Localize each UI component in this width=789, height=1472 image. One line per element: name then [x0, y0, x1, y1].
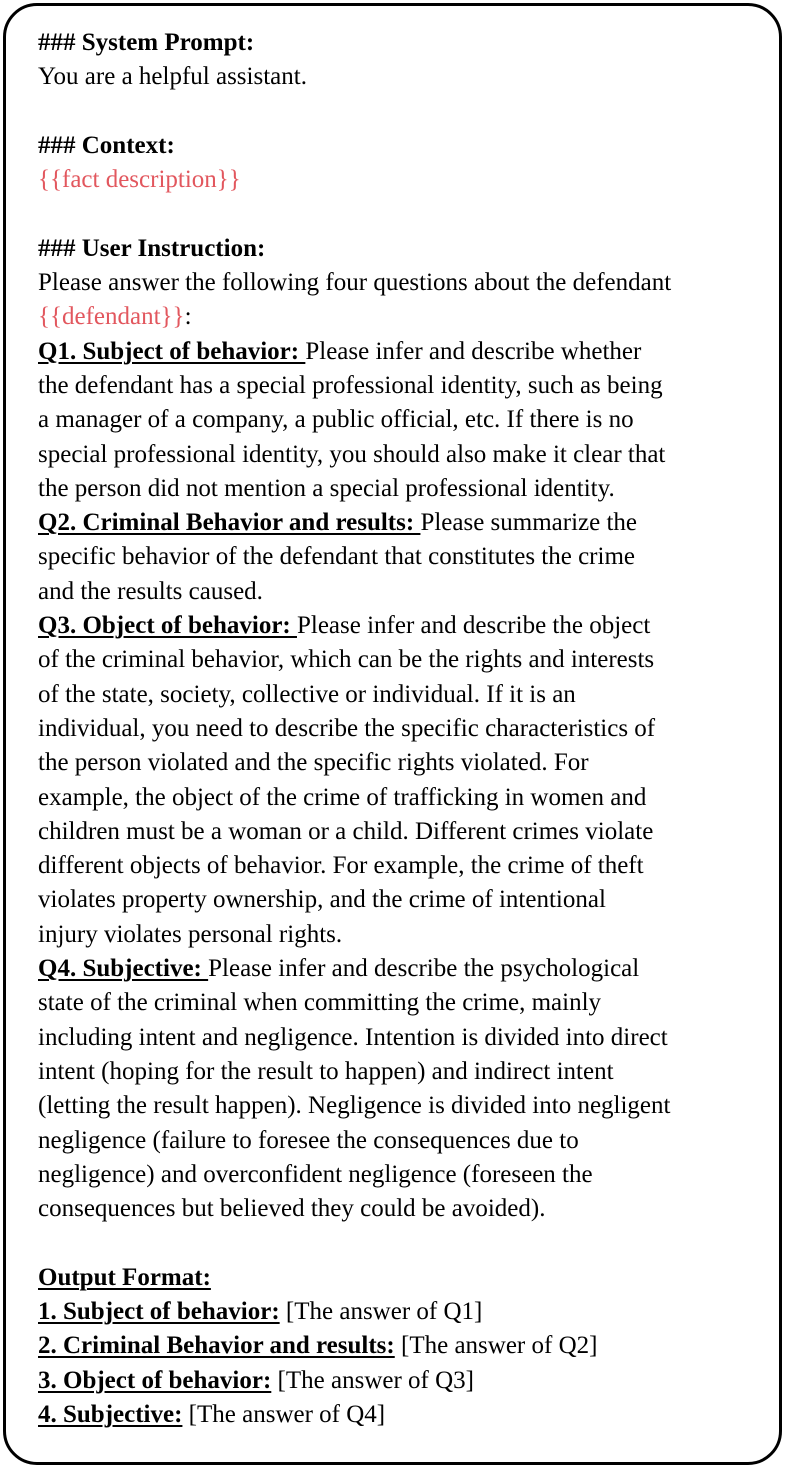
spacer: [38, 95, 773, 129]
q3-text-line: the person violated and the specific rights violated. For: [38, 749, 589, 777]
q4-text-line: negligence (failure to foresee the consequences due to: [38, 1126, 579, 1154]
instruction-intro: Please answer the following four questions about the defendant: [38, 269, 672, 297]
q3-text-line: violates property ownership, and the crime of intentional: [38, 886, 606, 914]
output-item-label: 1. Subject of behavior:: [38, 1297, 280, 1325]
output-item: [38, 1398, 773, 1432]
q3-text-line: of the state, society, collective or individual. If it is an: [38, 680, 576, 708]
q2-first-line: [38, 506, 773, 540]
q4-label: Q4. Subjective:: [38, 955, 209, 983]
q4-text-line: consequences but believed they could be avoided).: [38, 1195, 546, 1223]
q3-text-line: individual, you need to describe the specific characteristics of: [38, 714, 656, 742]
q1-text-line: the defendant has a special professional identity, such as being: [38, 371, 663, 399]
context-placeholder: {{fact description}}: [38, 166, 241, 194]
q3-first-line: [38, 609, 773, 643]
spacer: [38, 1226, 773, 1260]
q4-text-line: intent (hoping for the result to happen) and indirect intent: [38, 1057, 614, 1085]
q3-text-line: injury violates personal rights.: [38, 920, 343, 948]
output-item: [38, 1364, 773, 1398]
defendant-colon: :: [184, 303, 192, 331]
q4-text-line: state of the criminal when committing the crime, mainly: [38, 989, 602, 1017]
q1-text-line: Please infer and describe whether: [305, 337, 642, 365]
q2-text-line: and the results caused.: [38, 577, 263, 605]
defendant-placeholder: {{defendant}}: [38, 303, 185, 331]
system-text: You are a helpful assistant.: [38, 63, 307, 91]
spacer: [38, 197, 773, 231]
q1-label: Q1. Subject of behavior:: [38, 337, 306, 365]
output-item-label: 3. Object of behavior:: [38, 1366, 272, 1394]
q4-text-line: including intent and negligence. Intention is divided into direct: [38, 1023, 668, 1051]
instruction-heading: ### User Instruction:: [38, 234, 266, 262]
q4-text-line: (letting the result happen). Negligence is divided into negligent: [38, 1092, 671, 1120]
q4-text-line: negligence) and overconfident negligence (foreseen the: [38, 1160, 593, 1188]
q3-text-line: Please infer and describe the object: [296, 612, 651, 640]
q3-text-line: different objects of behavior. For example, the crime of theft: [38, 852, 644, 880]
output-item-value: [The answer of Q4]: [182, 1400, 386, 1428]
system-heading: ### System Prompt:: [38, 29, 255, 56]
q1-text-line: the person did not mention a special professional identity.: [38, 474, 615, 502]
q2-text-line: Please summarize the: [420, 509, 638, 537]
q3-text-line: example, the object of the crime of trafficking in women and: [38, 783, 647, 811]
context-heading: ### Context:: [38, 131, 175, 159]
q4-first-line: [38, 952, 773, 986]
defendant-line: [38, 300, 773, 334]
q1-text-line: a manager of a company, a public official, etc. If there is no: [38, 406, 634, 434]
q3-text-line: children must be a woman or a child. Different crimes violate: [38, 817, 654, 845]
output-item-value: [The answer of Q3]: [271, 1366, 474, 1394]
q1-first-line: [38, 335, 773, 369]
output-item-value: [The answer of Q2]: [394, 1332, 598, 1360]
q4-text-line: Please infer and describe the psychological: [208, 955, 640, 983]
output-item-label: 2. Criminal Behavior and results:: [38, 1332, 395, 1360]
output-item: [38, 1329, 773, 1363]
output-item-label: 4. Subjective:: [38, 1400, 183, 1428]
output-item-value: [The answer of Q1]: [279, 1297, 483, 1325]
output-format-heading: Output Format:: [38, 1263, 211, 1291]
output-item: [38, 1295, 773, 1329]
prompt-content: [38, 26, 773, 1432]
q3-label: Q3. Object of behavior:: [38, 612, 297, 640]
q3-text-line: of the criminal behavior, which can be the rights and interests: [38, 646, 655, 674]
q2-label: Q2. Criminal Behavior and results:: [38, 509, 421, 537]
q1-text-line: special professional identity, you should also make it clear that: [38, 440, 666, 468]
q2-text-line: specific behavior of the defendant that constitutes the crime: [38, 543, 635, 571]
